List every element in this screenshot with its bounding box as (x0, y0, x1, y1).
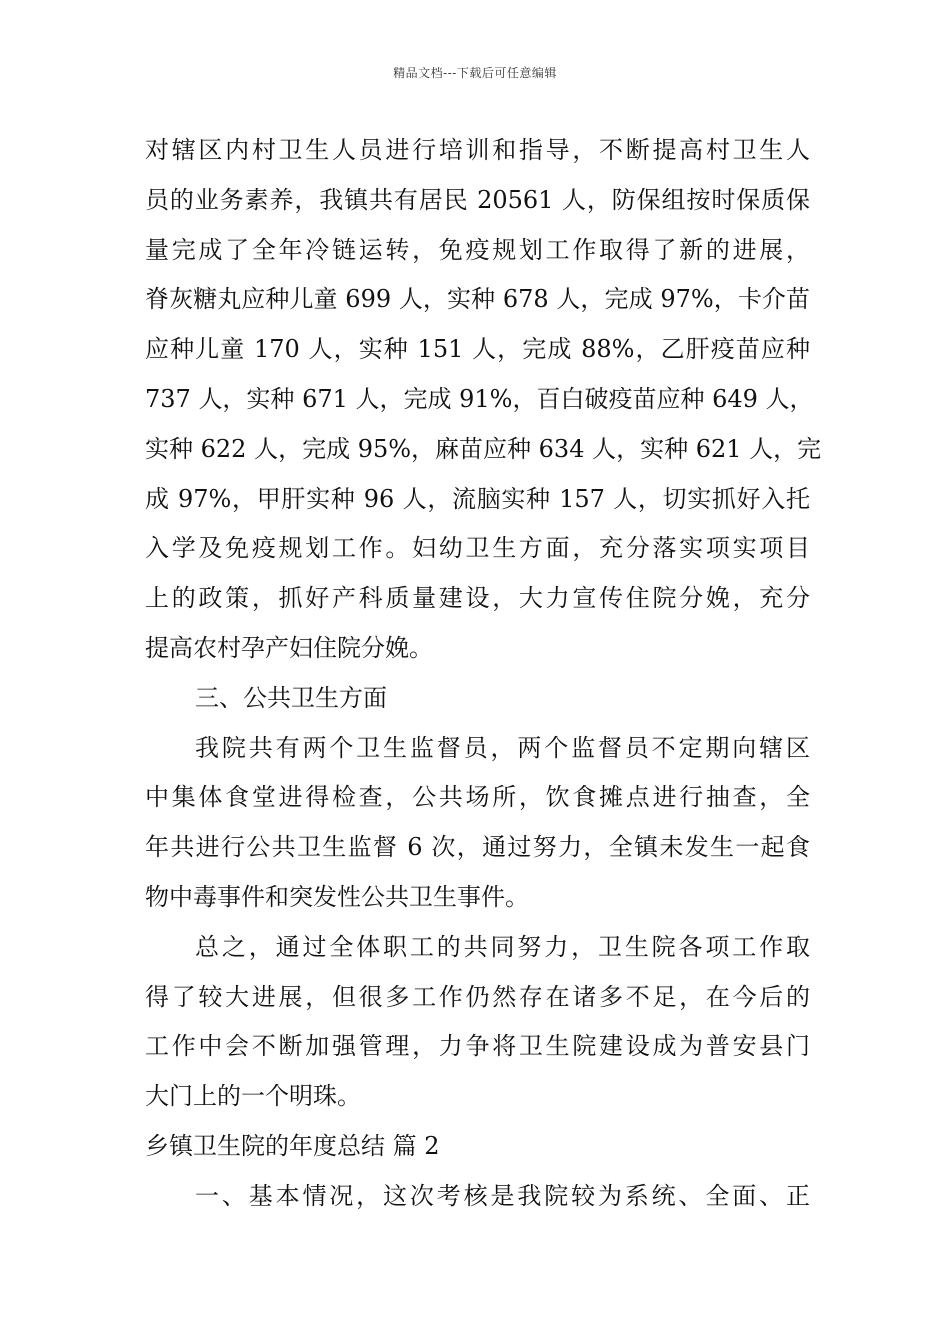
text-line: 中集体食堂进得检查，公共场所，饮食摊点进行抽查，全 (145, 783, 810, 812)
text-line: 上的政策，抓好产科质量建设，大力宣传住院分娩，充分 (145, 584, 810, 613)
text-line: 实种 622 人，完成 95%，麻苗应种 634 人，实种 621 人，完 (145, 434, 822, 463)
text-line: 脊灰糖丸应种儿童 699 人，实种 678 人，完成 97%，卡介苗 (145, 285, 810, 314)
text-line: 提高农村孕产妇住院分娩。 (145, 633, 433, 662)
text-line: 总之，通过全体职工的共同努力，卫生院各项工作取 (195, 932, 810, 961)
text-line: 一、基本情况，这次考核是我院较为系统、全面、正 (195, 1181, 810, 1210)
paragraph-summary (145, 923, 810, 1122)
text-line: 工作中会不断加强管理，力争将卫生院建设成为普安县门 (145, 1032, 810, 1061)
article-title-part-2 (145, 1122, 810, 1172)
text-line: 应种儿童 170 人，实种 151 人，完成 88%，乙肝疫苗应种 (145, 335, 810, 364)
section-heading: 三、公共卫生方面 (195, 683, 387, 712)
text-line: 对辖区内村卫生人员进行培训和指导，不断提高村卫生人 (145, 136, 810, 164)
text-line: 量完成了全年冷链运转，免疫规划工作取得了新的进展， (145, 235, 810, 264)
article-title: 乡镇卫生院的年度总结 篇 2 (145, 1131, 440, 1160)
text-line: 大门上的一个明珠。 (145, 1082, 361, 1111)
text-line: 年共进行公共卫生监督 6 次，通过努力，全镇未发生一起食 (145, 833, 810, 862)
text-line: 我院共有两个卫生监督员，两个监督员不定期向辖区 (195, 733, 810, 762)
text-line: 成 97%，甲肝实种 96 人，流脑实种 157 人，切实抓好入托 (145, 484, 810, 513)
document-body (145, 126, 822, 1222)
text-line: 得了较大进展，但很多工作仍然存在诸多不足，在今后的 (145, 982, 810, 1011)
text-line: 入学及免疫规划工作。妇幼卫生方面，充分落实项实项目 (145, 534, 810, 563)
paragraph-supervision (145, 724, 810, 923)
paragraph-basic-situation (145, 1172, 810, 1222)
page-header: 精品文档---下载后可任意编辑 (393, 66, 557, 80)
paragraph-immunization (145, 126, 822, 674)
text-line: 员的业务素养，我镇共有居民 20561 人，防保组按时保质保 (145, 185, 810, 214)
text-line: 737 人，实种 671 人，完成 91%，百白破疫苗应种 649 人， (145, 384, 814, 413)
text-line: 物中毒事件和突发性公共卫生事件。 (145, 882, 529, 911)
section-heading-public-health (145, 674, 810, 724)
